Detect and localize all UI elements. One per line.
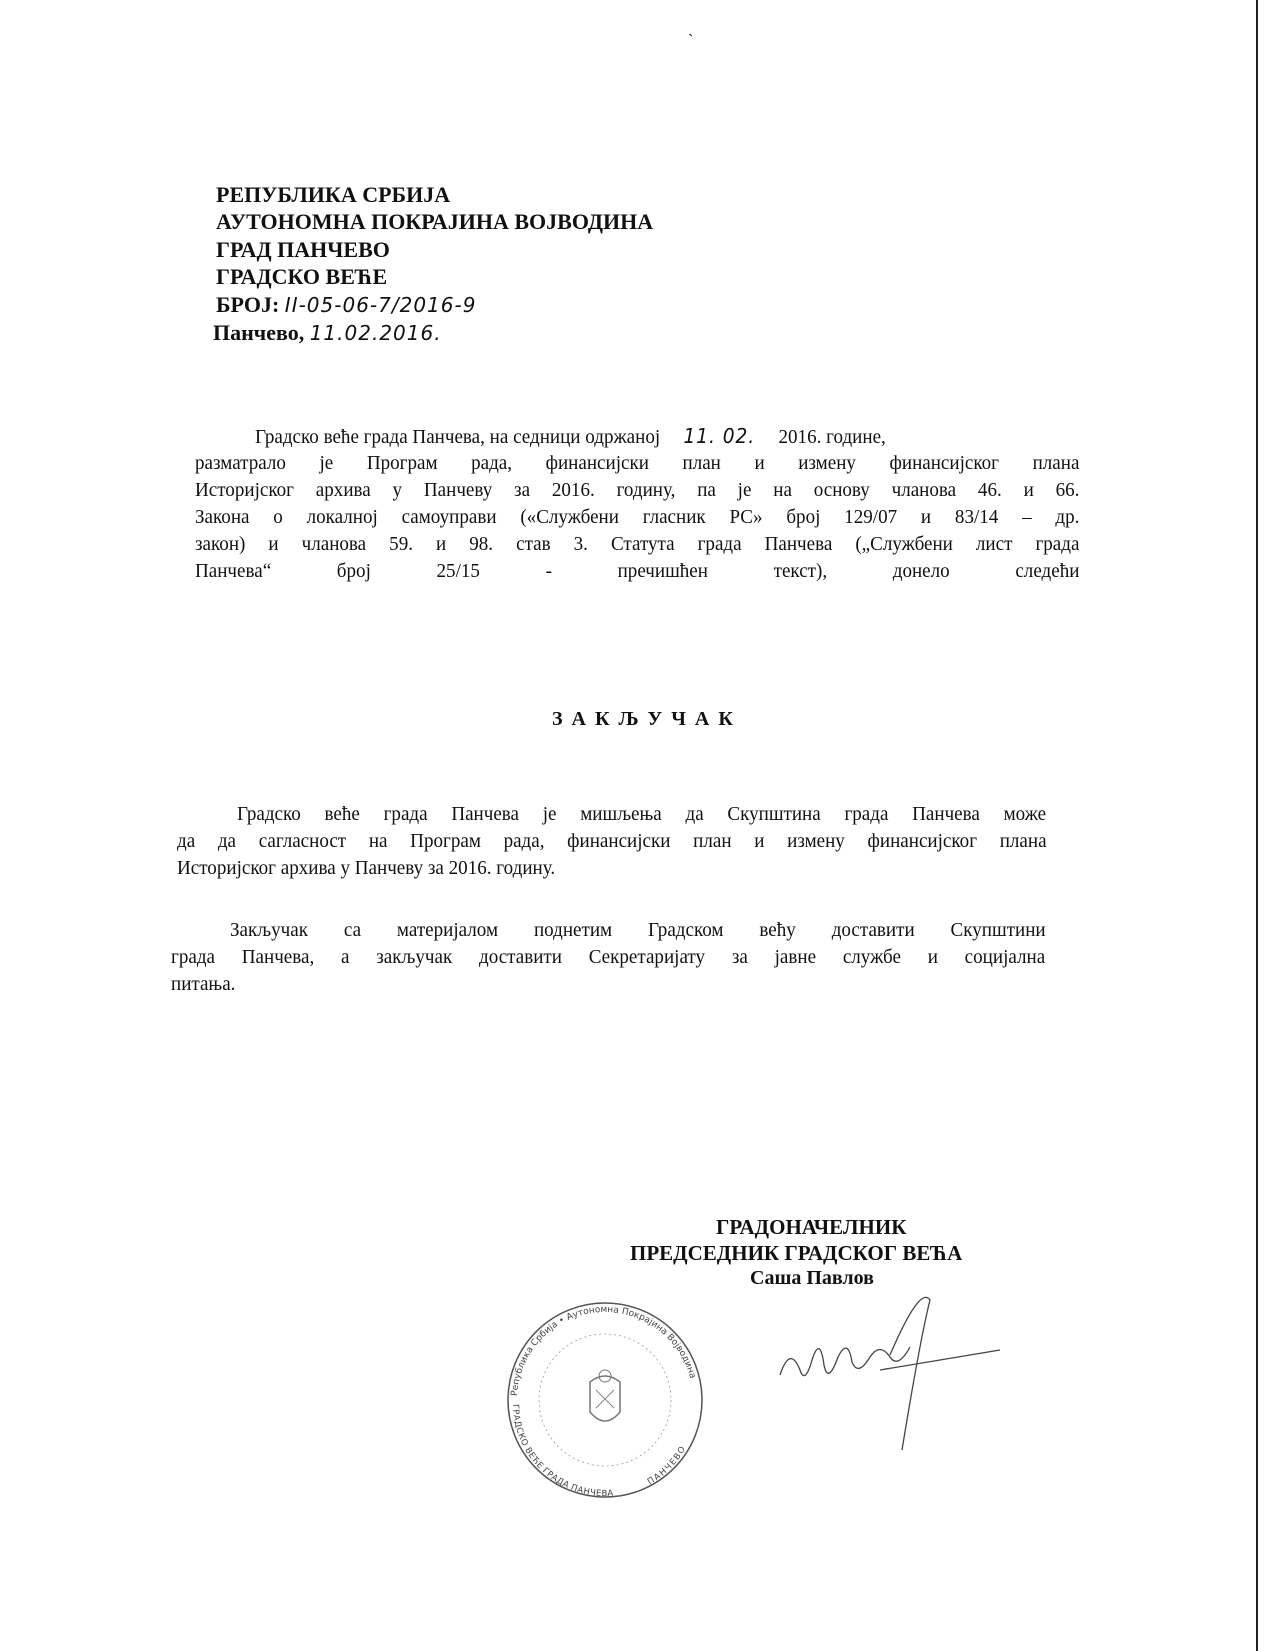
- official-seal-stamp: [505, 1300, 705, 1500]
- preamble-line-2: разматрало је Програм рада, финансијски план и измену финансијског плана: [195, 452, 1080, 474]
- conclusion-line-1: Градско веће града Панчева је мишљења да Скупштина града Панчева може: [237, 803, 1047, 825]
- delivery-line-3: питања.: [171, 973, 236, 995]
- header-line-2: АУТОНОМНА ПОКРАЈИНА ВОЈВОДИНА: [216, 209, 654, 234]
- signatory-name: Саша Павлов: [750, 1267, 874, 1289]
- svg-text:ГРАДСКО ВЕЋЕ ГРАДА ПАНЧЕВА: [510, 1404, 613, 1499]
- preamble-text: Градско веће града Панчева, на седници одржаној: [255, 426, 661, 448]
- signatory-title-1: ГРАДОНАЧЕЛНИК: [716, 1215, 907, 1239]
- stamp-bottom-text: ПАНЧЕВО: [645, 1444, 689, 1487]
- document-number: [216, 293, 476, 317]
- coat-of-arms-icon: [590, 1370, 620, 1421]
- preamble-line-4: Закона о локалној самоуправи («Службени гласник РС» број 129/07 и 83/14 – др.: [195, 506, 1080, 528]
- stamp-outer-text: Република Србија • Аутономна Покрајина Војводина: [510, 1304, 698, 1397]
- header-line-4: ГРАДСКО ВЕЋЕ: [216, 264, 388, 289]
- preamble-line-3: Историјског архива у Панчеву за 2016. годину, па је на основу чланова 46. и 66.: [195, 479, 1080, 501]
- preamble-line-6: Панчева“ број 25/15 - пречишћен текст), донело следећи: [195, 560, 1080, 582]
- document-title: ЗАКЉУЧАК: [552, 708, 742, 730]
- signatory-title-2: ПРЕДСЕДНИК ГРАДСКОГ ВЕЋА: [630, 1241, 963, 1265]
- date-value: 11.02.2016.: [309, 321, 442, 345]
- delivery-line-2: града Панчева, а закључак доставити Секретаријату за јавне службе и социјална: [171, 946, 1046, 968]
- preamble-line-5: закон) и чланова 59. и 98. став 3. Статута града Панчева („Службени лист града: [195, 533, 1080, 555]
- handwritten-session-date: 11. 02.: [683, 424, 756, 448]
- scan-mark: ˎ: [688, 20, 694, 37]
- delivery-line-1: Закључак са материјалом поднетим Градском већу доставити Скупштини: [230, 919, 1046, 941]
- svg-text:Република Србија • Аутономна П: [510, 1305, 697, 1396]
- handwritten-signature: [770, 1295, 1030, 1455]
- document-place-date: [213, 321, 442, 345]
- preamble-line-1: [255, 425, 886, 448]
- header-line-3: ГРАД ПАНЧЕВО: [216, 237, 390, 262]
- scan-edge: [1256, 0, 1258, 1651]
- svg-text:ПАНЧЕВО: [646, 1444, 689, 1487]
- place-label: Панчево,: [213, 320, 305, 345]
- conclusion-line-3: Историјског архива у Панчеву за 2016. годину.: [177, 857, 556, 879]
- number-value: II-05-06-7/2016-9: [284, 293, 477, 317]
- stamp-inner-text: ГРАДСКО ВЕЋЕ ГРАДА ПАНЧЕВА: [510, 1403, 614, 1499]
- header-line-1: РЕПУБЛИКА СРБИЈА: [216, 182, 451, 207]
- preamble-text-end: 2016. године,: [778, 426, 886, 448]
- conclusion-line-2: да да сагласност на Програм рада, финансијски план и измену финансијског плана: [177, 830, 1047, 852]
- number-label: БРОЈ:: [216, 292, 280, 317]
